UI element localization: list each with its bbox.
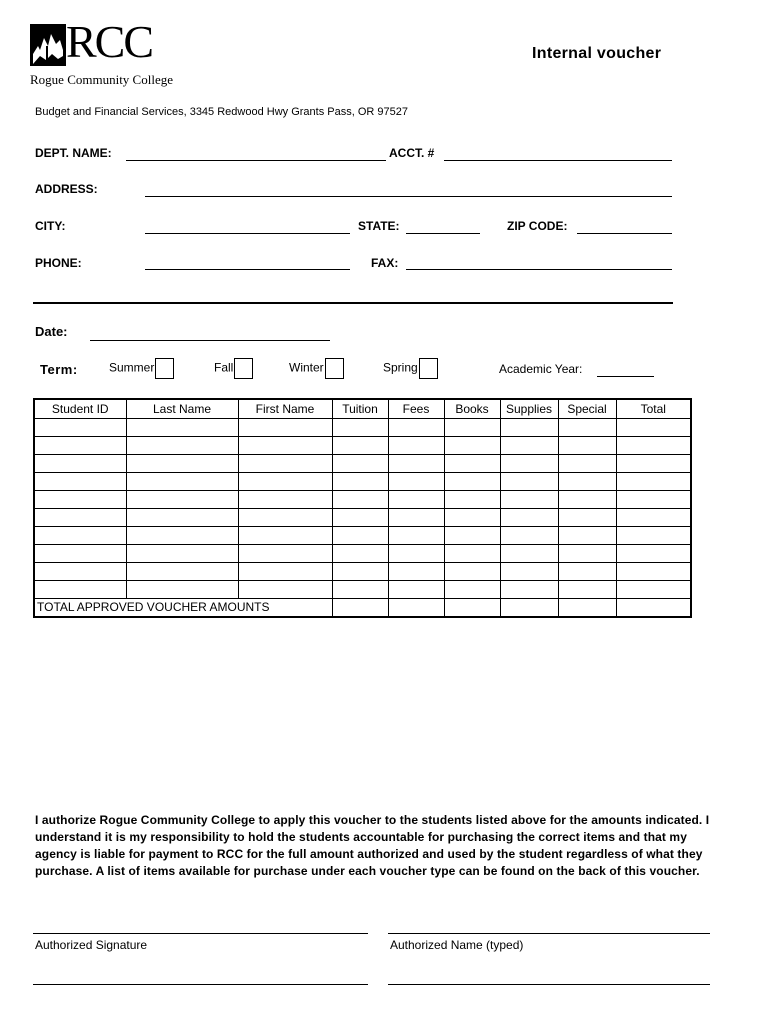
col-fees: Fees: [388, 399, 444, 419]
table-cell[interactable]: [616, 581, 691, 599]
table-row: [34, 473, 691, 491]
phone-label: PHONE:: [35, 256, 82, 270]
total-cell[interactable]: [388, 599, 444, 618]
table-cell[interactable]: [126, 473, 238, 491]
table-cell[interactable]: [500, 527, 558, 545]
table-cell[interactable]: [126, 491, 238, 509]
spring-checkbox[interactable]: [419, 358, 438, 379]
table-cell[interactable]: [444, 419, 500, 437]
table-cell[interactable]: [126, 419, 238, 437]
table-cell[interactable]: [388, 563, 444, 581]
table-cell[interactable]: [500, 563, 558, 581]
table-cell[interactable]: [332, 491, 388, 509]
city-field[interactable]: [145, 233, 350, 234]
table-cell[interactable]: [126, 509, 238, 527]
term-option-winter[interactable]: [289, 358, 344, 379]
fax-label: FAX:: [371, 256, 399, 270]
table-cell[interactable]: [126, 527, 238, 545]
page-title: Internal voucher: [532, 45, 662, 62]
term-label: Term:: [40, 362, 78, 377]
table-cell[interactable]: [332, 419, 388, 437]
table-cell[interactable]: [500, 455, 558, 473]
table-cell[interactable]: [332, 563, 388, 581]
logo-subtitle: Rogue Community College: [30, 72, 173, 87]
table-row: [34, 455, 691, 473]
table-cell[interactable]: [332, 527, 388, 545]
table-cell[interactable]: [388, 545, 444, 563]
table-cell[interactable]: [558, 419, 616, 437]
date-label: Date:: [35, 324, 68, 339]
table-cell[interactable]: [444, 581, 500, 599]
table-cell[interactable]: [332, 437, 388, 455]
table-row: [34, 527, 691, 545]
table-cell[interactable]: [616, 491, 691, 509]
acct-label: ACCT. #: [389, 146, 435, 160]
table-cell[interactable]: [126, 563, 238, 581]
authorized-name-label: Authorized Name (typed): [390, 938, 524, 952]
table-cell[interactable]: [388, 455, 444, 473]
col-last-name: Last Name: [126, 399, 238, 419]
table-cell[interactable]: [34, 419, 126, 437]
bottom-signature-line[interactable]: [33, 984, 368, 985]
total-cell[interactable]: [332, 599, 388, 618]
table-row: [34, 545, 691, 563]
table-cell[interactable]: [332, 473, 388, 491]
table-cell[interactable]: [558, 563, 616, 581]
table-cell[interactable]: [238, 509, 332, 527]
table-cell[interactable]: [500, 509, 558, 527]
term-spring-label: Spring: [383, 360, 418, 375]
table-cell[interactable]: [500, 581, 558, 599]
table-cell[interactable]: [332, 509, 388, 527]
bottom-name-line[interactable]: [388, 984, 710, 985]
authorized-signature-field[interactable]: [33, 933, 368, 934]
table-cell[interactable]: [388, 527, 444, 545]
table-cell[interactable]: [126, 545, 238, 563]
table-cell[interactable]: [444, 491, 500, 509]
table-header-row: [34, 399, 691, 419]
table-cell[interactable]: [238, 455, 332, 473]
table-cell[interactable]: [616, 545, 691, 563]
table-cell[interactable]: [500, 473, 558, 491]
table-cell[interactable]: [34, 437, 126, 455]
term-winter-label: Winter: [289, 360, 324, 375]
table-cell[interactable]: [558, 473, 616, 491]
table-row: [34, 437, 691, 455]
table-cell[interactable]: [388, 581, 444, 599]
table-cell[interactable]: [34, 509, 126, 527]
table-cell[interactable]: [616, 473, 691, 491]
table-cell[interactable]: [34, 563, 126, 581]
acct-field[interactable]: [444, 160, 672, 161]
table-cell[interactable]: [388, 491, 444, 509]
table-cell[interactable]: [388, 509, 444, 527]
table-cell[interactable]: [34, 473, 126, 491]
academic-year-field[interactable]: [597, 376, 654, 377]
term-fall-label: Fall: [214, 360, 234, 375]
table-cell[interactable]: [500, 491, 558, 509]
table-cell[interactable]: [558, 437, 616, 455]
state-label: STATE:: [358, 219, 400, 233]
total-cell[interactable]: [558, 599, 616, 618]
table-row: [34, 419, 691, 437]
term-option-fall[interactable]: [214, 358, 253, 379]
table-cell[interactable]: [616, 455, 691, 473]
tree-logo-icon: [30, 24, 66, 66]
table-row: [34, 491, 691, 509]
state-field[interactable]: [406, 233, 480, 234]
authorization-statement: I authorize Rogue Community College to apply this voucher to the students listed above for the amounts indicated. I understand it is my responsibility to hold the students accountable for purchasing the correct items and that my agency is liable for payment to RCC for the full amount authorized and used by the student regardless of what they purchase. A list of items available for purchase under each voucher type can be found on the back of this voucher.: [35, 813, 710, 878]
voucher-table: [33, 398, 692, 618]
term-summer-label: Summer: [109, 360, 155, 375]
table-cell[interactable]: [558, 509, 616, 527]
col-books: Books: [444, 399, 500, 419]
table-cell[interactable]: [444, 473, 500, 491]
total-approved-label: TOTAL APPROVED VOUCHER AMOUNTS: [34, 599, 332, 618]
winter-checkbox[interactable]: [325, 358, 344, 379]
table-cell[interactable]: [558, 581, 616, 599]
summer-checkbox[interactable]: [155, 358, 174, 379]
table-cell[interactable]: [444, 509, 500, 527]
section-divider: [33, 302, 673, 304]
table-cell[interactable]: [444, 455, 500, 473]
table-cell[interactable]: [500, 419, 558, 437]
col-student-id: Student ID: [34, 399, 126, 419]
zip-label: ZIP CODE:: [507, 219, 568, 233]
table-cell[interactable]: [500, 545, 558, 563]
table-cell[interactable]: [616, 563, 691, 581]
table-cell[interactable]: [616, 437, 691, 455]
col-tuition: Tuition: [332, 399, 388, 419]
authorized-name-field[interactable]: [388, 933, 710, 934]
table-cell[interactable]: [444, 563, 500, 581]
table-cell[interactable]: [238, 563, 332, 581]
table-cell[interactable]: [238, 419, 332, 437]
table-cell[interactable]: [558, 491, 616, 509]
table-row: [34, 509, 691, 527]
table-row: [34, 581, 691, 599]
table-row: [34, 563, 691, 581]
fall-checkbox[interactable]: [234, 358, 253, 379]
table-body: [34, 419, 691, 618]
table-cell[interactable]: [558, 455, 616, 473]
table-cell[interactable]: [616, 509, 691, 527]
table-cell[interactable]: [558, 527, 616, 545]
zip-field[interactable]: [577, 233, 672, 234]
table-cell[interactable]: [500, 437, 558, 455]
academic-year-label: Academic Year:: [499, 362, 583, 376]
col-supplies: Supplies: [500, 399, 558, 419]
col-special: Special: [558, 399, 616, 419]
col-total: Total: [616, 399, 691, 419]
table-cell[interactable]: [126, 437, 238, 455]
phone-field[interactable]: [145, 269, 350, 270]
table-cell[interactable]: [616, 527, 691, 545]
rcc-logo: [30, 16, 173, 94]
table-cell[interactable]: [616, 419, 691, 437]
authorized-signature-label: Authorized Signature: [35, 938, 148, 952]
table-cell[interactable]: [388, 419, 444, 437]
table-cell[interactable]: [34, 581, 126, 599]
table-cell[interactable]: [332, 455, 388, 473]
total-cell[interactable]: [500, 599, 558, 618]
table-cell[interactable]: [238, 527, 332, 545]
table-cell[interactable]: [238, 473, 332, 491]
total-cell[interactable]: [616, 599, 691, 618]
table-cell[interactable]: [332, 581, 388, 599]
table-cell[interactable]: [238, 491, 332, 509]
address-label: ADDRESS:: [35, 182, 98, 196]
fax-field[interactable]: [406, 269, 672, 270]
dept-name-label: DEPT. NAME:: [35, 146, 112, 160]
col-first-name: First Name: [238, 399, 332, 419]
total-row: [34, 599, 691, 618]
table-cell[interactable]: [388, 473, 444, 491]
logo-letters: RCC: [66, 16, 153, 67]
table-cell[interactable]: [558, 545, 616, 563]
table-cell[interactable]: [126, 581, 238, 599]
office-address: Budget and Financial Services, 3345 Redwood Hwy Grants Pass, OR 97527: [35, 106, 408, 118]
table-cell[interactable]: [444, 527, 500, 545]
table-cell[interactable]: [238, 581, 332, 599]
term-option-spring[interactable]: [383, 358, 438, 379]
table-cell[interactable]: [34, 527, 126, 545]
table-cell[interactable]: [444, 437, 500, 455]
date-field[interactable]: [90, 340, 330, 341]
table-cell[interactable]: [34, 491, 126, 509]
city-label: CITY:: [35, 219, 66, 233]
table-cell[interactable]: [388, 437, 444, 455]
table-cell[interactable]: [332, 545, 388, 563]
table-cell[interactable]: [238, 545, 332, 563]
table-cell[interactable]: [444, 545, 500, 563]
address-field[interactable]: [145, 196, 672, 197]
dept-name-field[interactable]: [126, 160, 386, 161]
table-cell[interactable]: [34, 545, 126, 563]
table-cell[interactable]: [34, 455, 126, 473]
total-cell[interactable]: [444, 599, 500, 618]
term-option-summer[interactable]: [109, 358, 174, 379]
table-cell[interactable]: [126, 455, 238, 473]
table-cell[interactable]: [238, 437, 332, 455]
